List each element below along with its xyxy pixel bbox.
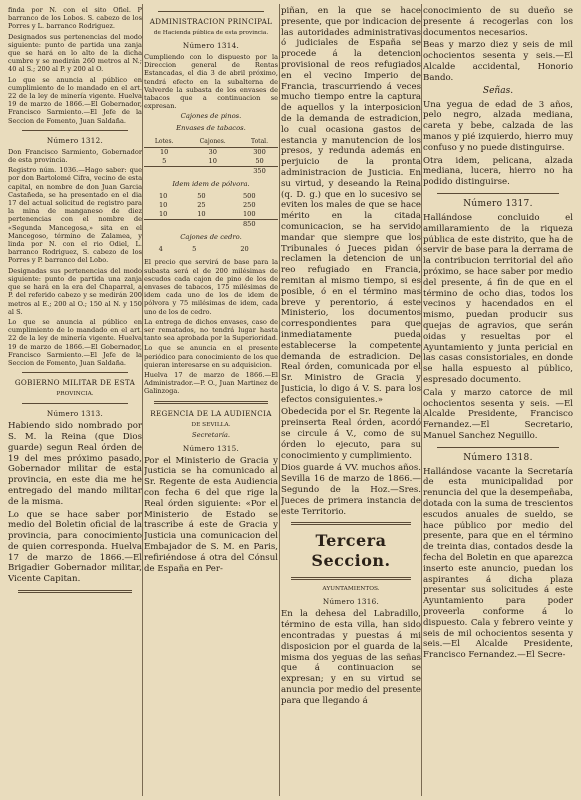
column-rule (279, 4, 280, 796)
paragraph: Lo que se anuncia en el presente periódico para conocimiento de los que quieran interesarse en su adquisicion. (144, 344, 278, 369)
table-row (144, 210, 278, 220)
section-subheading: Secretaría. (191, 430, 231, 439)
table-cell: 10 (158, 201, 168, 210)
table-cell: 100 (242, 210, 256, 219)
divider (154, 401, 268, 404)
paragraph: conocimiento de su dueño se presente á recogerlas con los documentos necesarios. (423, 6, 573, 38)
paragraph: Lo que se anuncia al público en cumplimiento de lo mandado en el art. 22 de la ley de minería vigente. Huelva 19 de marzo de 1866.—El Gobernador, Francisco Sarmiento.—El Jefe de la Seccion de Fomento, Juan Saldaña. (8, 75, 142, 125)
table-cell: 10 (197, 210, 206, 219)
paragraph: Obedecida por el Sr. Regente la preinserta Real órden, acordó se circule á V., como de su órden lo ejecuto, para su conocimiento y cumplimiento. (281, 407, 421, 461)
section-heading: REGENCIA DE LA AUDIENCIA (150, 408, 272, 418)
section-heading: ADMINISTRACION PRINCIPAL (149, 17, 273, 26)
paragraph: La entrega de dichos envases, caso de ser rematados, no tendrá lugar hasta tanto sea aprobada por la Superioridad. (144, 317, 278, 343)
notice-number: Número 1318. (463, 452, 533, 463)
divider (437, 447, 559, 448)
paragraph: Dios guarde á VV. muchos años. Sevilla 16 de marzo de 1866.—Segundo de la Hoz.—Sres. Jueces de primera instancia de este Territorio. (281, 463, 421, 517)
divider (291, 522, 411, 525)
paragraph: Cumpliendo con lo dispuesto por la Direccion general de Rentas Estancadas, el dia 3 de abril próximo, tendrá efecto en la subalterna de Valverde la subasta de los envases de tabacos que a continuacion se expresan. (144, 53, 278, 111)
notice-number: Número 1315. (182, 443, 240, 453)
section-heading: GOBIERNO MILITAR DE ESTA (14, 378, 136, 388)
paragraph: Beas y marzo diez y seis de mil ochocientos sesenta y seis.—El Alcalde accidental, Honorio Bando. (423, 40, 573, 83)
table-cell: 350 (241, 167, 278, 177)
lots-table (144, 192, 278, 229)
section-title: Tercera Seccion. (311, 531, 391, 571)
paragraph: Hallándose vacante la Secretaría de esta municipalidad por renuncia del que la desempeñaba, dotada con la suma de trescientos escudos anuales de sueldo, se hace público por medio del presente, para que en el término de treinta dias, contados desde la fecha del Boletin en que aparezca inserto este anuncio, puedan los aspirantes á dicha plaza presentar sus solicitudes á este Ayuntamiento para poder proveerla conforme á lo dispuesto. Cala y febrero veinte y seis de mil ochocientos sesenta y seis.—El Alcalde Presidente, Francisco Fernandez.—El Secre- (423, 466, 573, 661)
table-cell: 5 (192, 245, 197, 254)
lots-table (144, 245, 278, 254)
divider (291, 577, 411, 580)
table-cell: 5 (162, 157, 167, 166)
column-rule (421, 4, 422, 796)
notice-number: Número 1312. (46, 135, 104, 145)
notice-number: Número 1313. (46, 409, 104, 419)
table-caption: Cajones de cedro. (180, 233, 242, 242)
column-header: Lotes. (144, 136, 184, 148)
column-3 (281, 6, 421, 796)
paragraph: Don Francisco Sarmiento, Gobernador de esta provincia. (8, 147, 142, 165)
paragraph: Huelva 17 de marzo de 1866.—El Administrador.—P. O., Juan Martinez de Galinzoga. (144, 371, 278, 396)
table-cell: 4 (158, 245, 163, 254)
total-row (144, 167, 278, 177)
table-row (144, 157, 278, 167)
table-cell: 30 (208, 148, 217, 157)
table-row (144, 245, 278, 254)
table-cell: 50 (197, 192, 206, 201)
table-cell: 250 (242, 201, 256, 210)
table-cell: 10 (208, 157, 217, 166)
paragraph: Cala y marzo catorce de mil ochocientos sesenta y seis. —El Alcalde Presidente, Francisco Fernandez.—El Secretario, Manuel Sanchez Neguillo. (423, 387, 573, 441)
paragraph: Habiendo sido nombrado por S. M. la Reina (que Dios guarde) segun Real órden de 19 del mes próximo pasado, Gobernador militar de esta provincia, en este dia me he entregado del mando militar de la misma. (8, 421, 142, 507)
paragraph: Lo que se anuncia al público en cumplimiento de lo mandado en el art. 22 de la ley de minería vigente. Huelva 19 de marzo de 1866.—El Gobernador, Francisco Sarmiento.—El Jefe de la Seccion de Fomento, Juan Saldaña. (8, 317, 142, 367)
divider (18, 590, 132, 593)
paragraph: piñan, en la que se hace presente, que por indicacion de las autoridades administrativas ó judiciales de España se procede á la detencion provisional de reos refugiados en el vecino Imperio de Francia, trascurriendo á veces mucho tiempo entre la captura de aquellos y la interposicion de la demanda de estradicion, lo cual ocasiona gastos de estancia y manutencion de los presos, y redunda además en perjuicio de la pronta administracion de Justicia. En su virtud, y deseando la Reina (q. D. g.) que en lo sucesivo se eviten los males de que se hace mérito en la citada comunicacion, se ha servido mandar que siempre que los Tribunales ó Jueces pidan ó reclamen la detencion de un reo refugiado en Francia, remitan al mismo tiempo, si es posible, ó en el término mas breve y perentorio, á este Ministerio, los documentos correspondientes para que inmediatamente pueda establecerse la competente demanda de estradicion. De Real órden, comunicada por el Sr. Ministro de Gracia y Justicia, lo digo á V. S. para los efectos consiguientes.» (281, 6, 421, 405)
section-subheading: DE SEVILLA. (191, 421, 231, 428)
paragraph: Otra idem, pelicana, alzada mediana, lucera, hierro no ha podido distinguirse. (423, 155, 573, 188)
paragraph: Una yegua de edad de 3 años, pelo negro, alzada mediana, careta y bebe, calzada de las manos y pié izquierdo, hierro muy confuso y no puede distinguirse. (423, 99, 573, 153)
column-4 (423, 6, 573, 796)
section-subheading: Señas. (482, 85, 514, 96)
notice-number: Número 1316. (322, 597, 380, 607)
column-header: Total. (241, 136, 278, 148)
table-cell: 10 (158, 210, 168, 219)
paragraph: Registro núm. 1036.—Hago saber: que por don Bartolomé Cifra, vecino de esta capital, en nombre de don Juan Garcia Castañeda, se ha presentado en el dia 17 del actual solicitud de registro para la mina de manganeso de diez pertenencias con el nombre de «Segunda Mancegosa,» sita en el Mancegoso, término de Zalamea, y linda por N. con el rio Odiel, L. barranco Rodriguez, S. cabezo de los Porres y P. barranco del Lobo. (8, 166, 142, 265)
table-cell: 20 (240, 245, 249, 254)
table-cell: 850 (221, 220, 278, 230)
column-header: Cajones. (184, 136, 241, 148)
paragraph: El precio que servirá de base para la subasta será el de 200 milésimas de escudos cada cajon de pino de los de envases de tabacos, 175 milésimas de idem cada uno de los de idem de pólvora y 75 milésimas de idem, cada uno de los de cedro. (144, 258, 278, 316)
table-caption: Idem idem de pólvora. (172, 180, 250, 189)
divider (22, 130, 128, 131)
table-row (144, 192, 278, 201)
column-2 (144, 6, 278, 796)
notice-number: Número 1317. (463, 198, 533, 209)
lots-table (144, 136, 278, 176)
paragraph: Hallándose concluido el amillaramiento de la riqueza pública de este distrito, que ha de servir de base para la derrama de la contribucion territorial del año próximo, se hace saber por medio del presente, á fin de que en el término de ocho dias, todos los vecinos y hacendados en el mismo, puedan producir sus quejas de agravios, que serán oidas y resueltas por el Ayuntamiento y junta pericial en las casas consistoriales, en donde se halla espuesto al público, espresado documento. (423, 212, 573, 385)
divider (437, 193, 559, 194)
table-cell: 500 (242, 192, 256, 201)
divider (22, 403, 128, 404)
paragraph: Por el Ministerio de Gracia y Justicia se ha comunicado al Sr. Regente de esta Audiencia con fecha 6 del que rige la Real órden siguiente: «Por el Ministerio de Estado se trascribe á este de Gracia y Justicia una comunicacion del Embajador de S. M. en Paris, refiriéndose á otra del Cónsul de España en Per- (144, 455, 278, 574)
table-cell: 50 (255, 157, 264, 166)
paragraph: Lo que se hace saber por medio del Boletin oficial de la provincia, para conocimiento de quien corresponda. Huelva 17 de marzo de 1866.—El Brigadier Gobernador militar, Vicente Capitan. (8, 509, 142, 585)
column-rule (142, 4, 143, 796)
table-cell: 10 (159, 148, 169, 157)
table-cell: 300 (253, 148, 266, 157)
table-cell: 25 (197, 201, 206, 210)
table-row (144, 148, 278, 158)
section-subheading: AYUNTAMIENTOS. (322, 586, 380, 593)
divider (22, 372, 128, 373)
notice-number: Número 1314. (182, 41, 240, 50)
column-1 (8, 6, 142, 796)
paragraph: En la dehesa del Labradillo, término de esta villa, han sido encontradas y puestas á mi disposicion por el guarda de la misma dos yeguas de las señas que á continuacion se expresan; y en su virtud se anuncia por medio del presente para que llegando á (281, 609, 421, 706)
divider (158, 11, 264, 12)
paragraph: finda por N. con el sito Ofiel. P barranco de los Lobos. S. cabezo de los Porres y L. barranco Rodriguez. (8, 6, 142, 31)
paragraph: Designados sus pertenencias del modo siguiente: punto de partida una zanja que se hará en lo alto de la dicha cumbre y se medirán 260 metros al N.; 40 al S.; 200 al P. y 200 al O. (8, 32, 142, 74)
section-subheading: de Hacienda pública de esta provincia. (153, 30, 269, 36)
table-cell: 10 (158, 192, 168, 201)
section-subheading: PROVINCIA. (56, 391, 94, 398)
total-row (144, 220, 278, 230)
paragraph: Designadas sus pertenencias del modo siguiente: punto de partida una zanja que se hará en la era del Chaparral, a P. del referido cabezo y se medirán 200 metros al E.; 200 al O.; 150 al N. y 150 al S. (8, 266, 142, 316)
table-caption: Cajones de pinos. (180, 112, 242, 121)
table-caption: Envases de tabacos. (176, 124, 246, 133)
table-row (144, 201, 278, 210)
